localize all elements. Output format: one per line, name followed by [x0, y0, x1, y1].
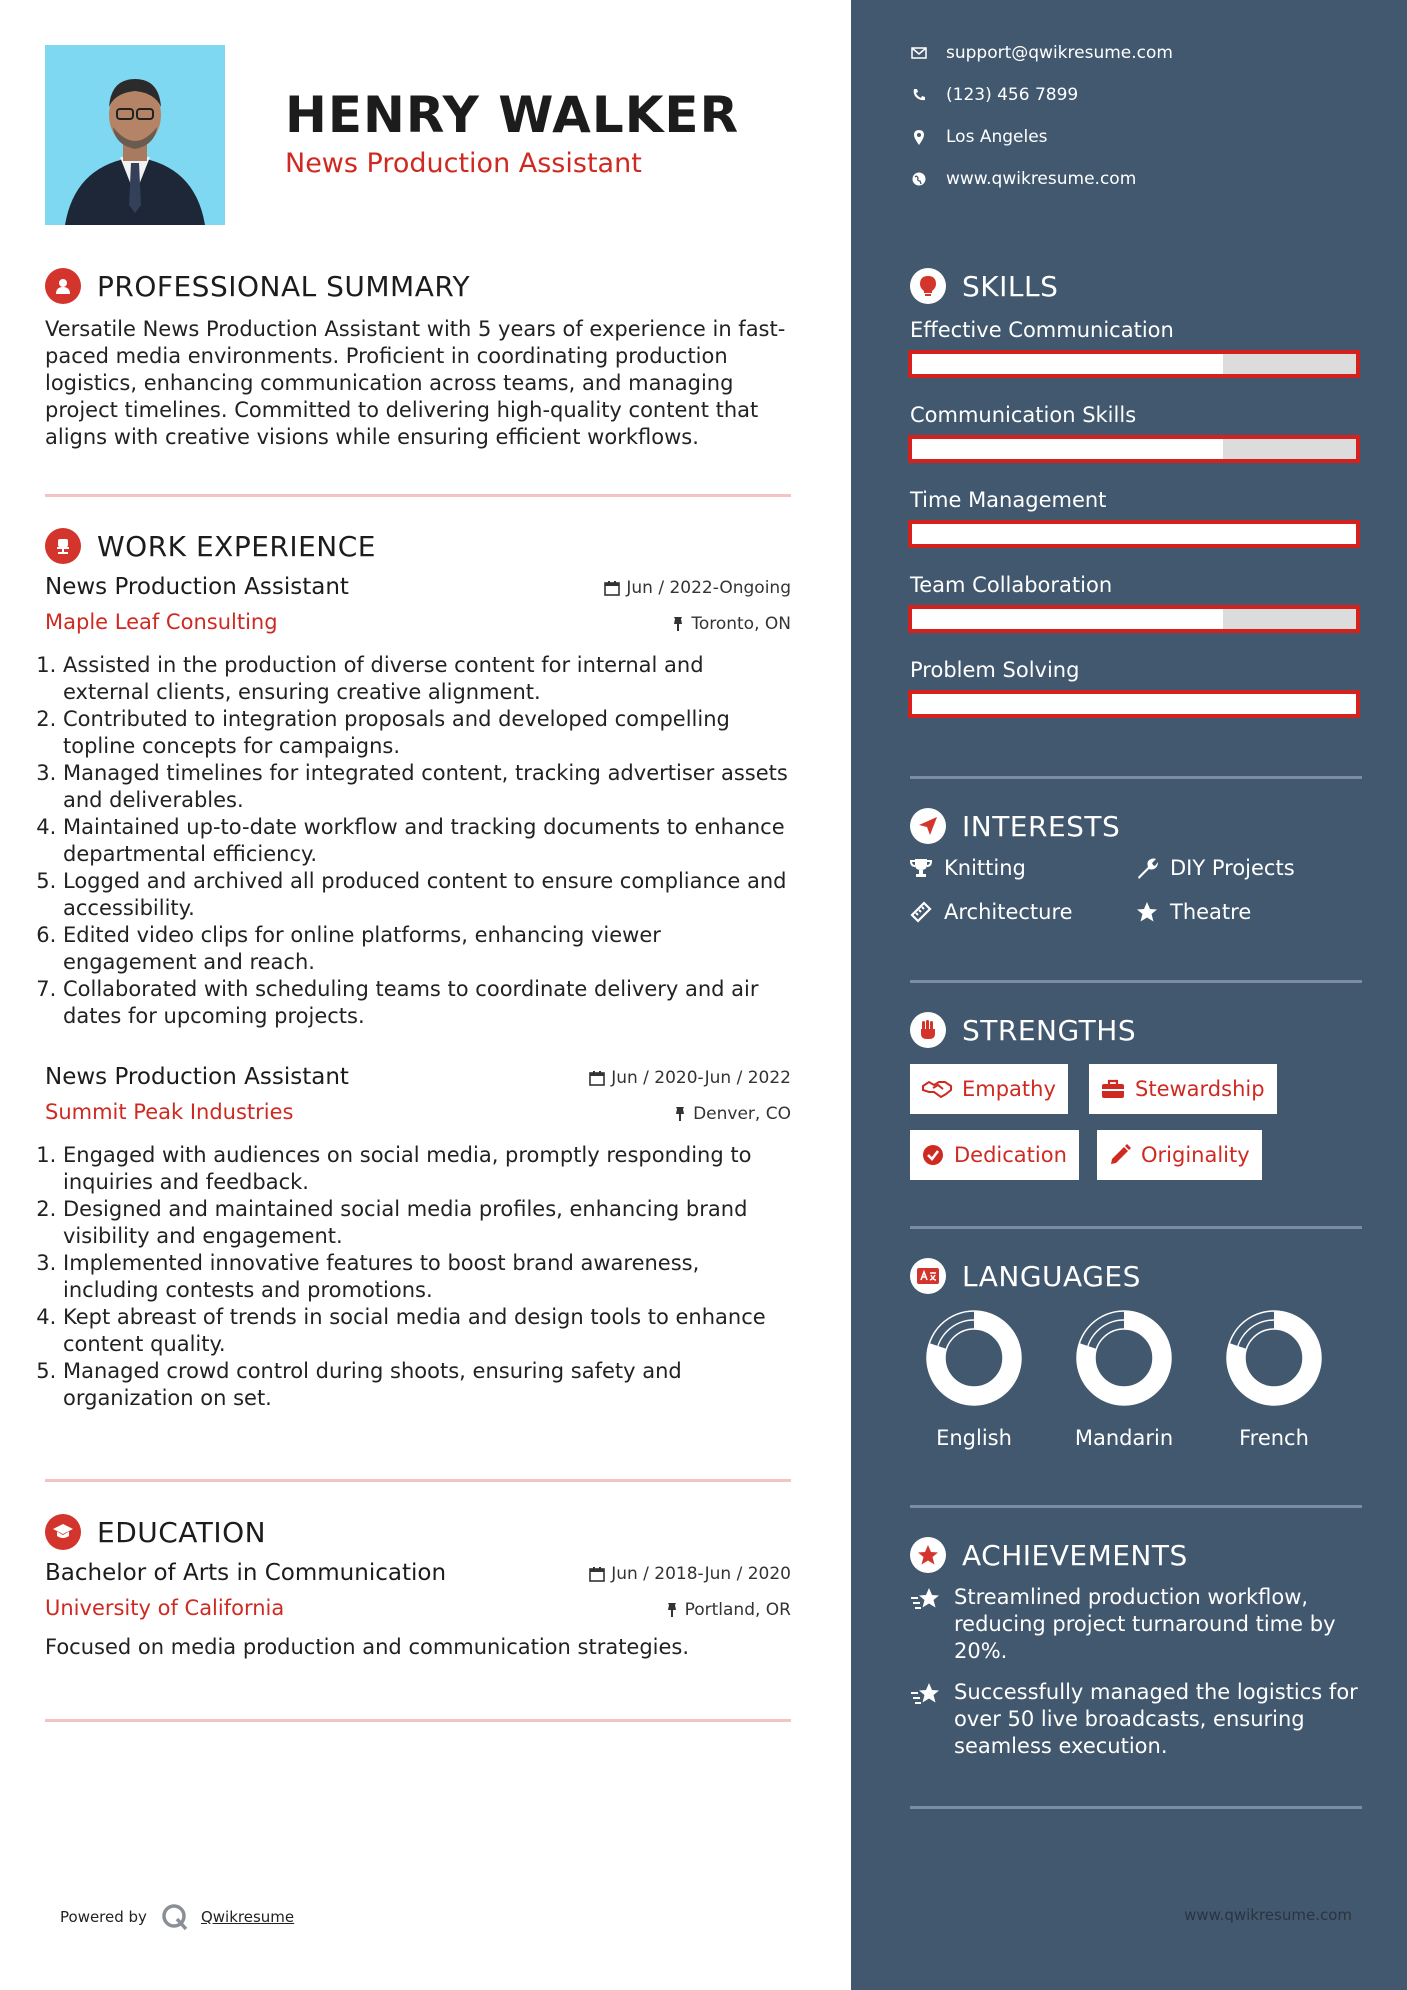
- education-dates: [589, 1564, 791, 1584]
- divider: [910, 1505, 1362, 1508]
- website-text: www.qwikresume.com: [946, 169, 1137, 189]
- shooting-star-icon: [910, 1681, 942, 1707]
- achievement-item: [910, 1679, 1362, 1760]
- job-dates-text: Jun / 2022-Ongoing: [626, 578, 791, 598]
- strength-badge: [910, 1064, 1068, 1114]
- skill-bar-fill: [912, 354, 1223, 374]
- skill-label: Team Collaboration: [910, 573, 1113, 597]
- language-icon: [910, 1258, 946, 1294]
- job-bullets: [45, 652, 791, 1030]
- achievement-text: Successfully managed the logistics for over 50 live broadcasts, ensuring seamless execution.: [954, 1680, 1358, 1758]
- pushpin-icon: [665, 1602, 679, 1618]
- education-location: [665, 1600, 791, 1620]
- qwikresume-logo-icon: [161, 1903, 189, 1931]
- donut-inner: [945, 1329, 1003, 1387]
- candidate-title: News Production Assistant: [285, 148, 642, 179]
- pencil-ruler-icon: [910, 901, 932, 923]
- education-dates-text: Jun / 2018-Jun / 2020: [611, 1564, 791, 1584]
- strengths-heading: [910, 1012, 1136, 1048]
- footer-powered-by: [60, 1903, 294, 1931]
- skill-bar: [908, 520, 1360, 548]
- interest-label: Knitting: [944, 856, 1026, 880]
- briefcase-icon: [1101, 1079, 1125, 1099]
- section-title: LANGUAGES: [962, 1259, 1141, 1293]
- job-role: News Production Assistant: [45, 1064, 349, 1090]
- user-icon: [45, 268, 81, 304]
- trophy-icon: [910, 858, 932, 878]
- skill-label: Effective Communication: [910, 318, 1174, 342]
- strength-label: Stewardship: [1135, 1077, 1265, 1101]
- divider: [910, 980, 1362, 983]
- job-location-text: Toronto, ON: [691, 614, 791, 634]
- skill-bar: [908, 350, 1360, 378]
- divider: [45, 1719, 791, 1722]
- degree: Bachelor of Arts in Communication: [45, 1560, 447, 1586]
- language-label: French: [1239, 1426, 1309, 1450]
- divider: [910, 776, 1362, 779]
- raised-fist-icon: [910, 1012, 946, 1048]
- section-title: EDUCATION: [97, 1515, 267, 1549]
- interest-label: DIY Projects: [1170, 856, 1295, 880]
- education-location-text: Portland, OR: [684, 1600, 791, 1620]
- interest-label: Theatre: [1170, 900, 1252, 924]
- languages-heading: [910, 1258, 1141, 1294]
- school: University of California: [45, 1596, 285, 1620]
- achievement-item: [910, 1584, 1362, 1665]
- list-item: 1. Engaged with audiences on social media, promptly responding to inquiries and feedback.: [63, 1142, 791, 1196]
- footer-website: www.qwikresume.com: [1184, 1906, 1352, 1924]
- language-donut: [1214, 1310, 1334, 1410]
- pencil-icon: [1109, 1144, 1131, 1166]
- strength-label: Originality: [1141, 1143, 1250, 1167]
- strength-label: Empathy: [962, 1077, 1056, 1101]
- donut-outline: [936, 1320, 1012, 1396]
- job-entry: [45, 574, 791, 1030]
- candidate-name: HENRY WALKER: [285, 86, 740, 144]
- job-location: [673, 1104, 791, 1124]
- list-item: 5. Managed crowd control during shoots, ensuring safety and organization on set.: [63, 1358, 791, 1412]
- job-company: Maple Leaf Consulting: [45, 610, 278, 634]
- divider: [910, 1806, 1362, 1809]
- achievements-heading: [910, 1537, 1188, 1573]
- strength-badge: [1097, 1130, 1262, 1180]
- donut-outline: [1236, 1320, 1312, 1396]
- skill-bar: [908, 605, 1360, 633]
- summary-heading: [45, 268, 470, 304]
- section-title: STRENGTHS: [962, 1013, 1137, 1047]
- calendar-icon: [589, 1566, 605, 1582]
- job-dates-text: Jun / 2020-Jun / 2022: [611, 1068, 791, 1088]
- wrench-icon: [1136, 857, 1158, 879]
- skill-label: Problem Solving: [910, 658, 1080, 682]
- language-label: Mandarin: [1074, 1426, 1174, 1450]
- globe-icon: [912, 172, 926, 186]
- list-item: 3. Managed timelines for integrated content, tracking advertiser assets and deliverables.: [63, 760, 791, 814]
- list-item: 2. Designed and maintained social media profiles, enhancing brand visibility and engagement.: [63, 1196, 791, 1250]
- phone-icon: [912, 88, 926, 102]
- interests-heading: [910, 808, 1120, 844]
- email-text: support@qwikresume.com: [946, 43, 1173, 63]
- phone-text: (123) 456 7899: [946, 85, 1079, 105]
- job-entry: [45, 1064, 791, 1412]
- list-item: 6. Edited video clips for online platforms, enhancing viewer engagement and reach.: [63, 922, 791, 976]
- job-role: News Production Assistant: [45, 574, 349, 600]
- list-item: 5. Logged and archived all produced content to ensure compliance and accessibility.: [63, 868, 791, 922]
- skill-bar: [908, 435, 1360, 463]
- location-text: Los Angeles: [946, 127, 1048, 147]
- envelope-icon: [911, 47, 927, 59]
- list-item: 2. Contributed to integration proposals and developed compelling topline concepts for campaigns.: [63, 706, 791, 760]
- education-entry: [45, 1560, 791, 1661]
- contact-phone: [910, 85, 1078, 105]
- handshake-icon: [922, 1080, 952, 1098]
- skill-bar-fill: [912, 609, 1223, 629]
- strength-badge: [1089, 1064, 1277, 1114]
- chair-icon: [45, 528, 81, 564]
- education-description: Focused on media production and communication strategies.: [45, 1635, 690, 1659]
- list-item: 3. Implemented innovative features to boost brand awareness, including contests and promotions.: [63, 1250, 791, 1304]
- profile-photo: [45, 45, 225, 225]
- list-item: 1. Assisted in the production of diverse content for internal and external clients, ensuring creative alignment.: [63, 652, 791, 706]
- map-marker-icon: [914, 130, 924, 145]
- check-circle-icon: [922, 1144, 944, 1166]
- section-title: PROFESSIONAL SUMMARY: [97, 269, 471, 303]
- calendar-icon: [604, 580, 620, 596]
- job-location: [671, 614, 791, 634]
- job-bullets: [45, 1142, 791, 1412]
- skill-label: Time Management: [910, 488, 1107, 512]
- divider: [45, 494, 791, 497]
- interest-label: Architecture: [944, 900, 1073, 924]
- interest-item: [1136, 856, 1295, 880]
- section-title: ACHIEVEMENTS: [962, 1538, 1188, 1572]
- job-dates: [589, 1068, 791, 1088]
- interest-item: [1136, 900, 1251, 924]
- language-donut: [1064, 1310, 1184, 1410]
- section-title: WORK EXPERIENCE: [97, 529, 376, 563]
- qwikresume-link[interactable]: Qwikresume: [200, 1908, 295, 1926]
- language-label: English: [936, 1426, 1012, 1450]
- paper-plane-icon: [910, 808, 946, 844]
- skill-label: Communication Skills: [910, 403, 1137, 427]
- section-title: SKILLS: [962, 269, 1059, 303]
- education-heading: [45, 1514, 266, 1550]
- graduation-cap-icon: [45, 1514, 81, 1550]
- skills-heading: [910, 268, 1058, 304]
- section-title: INTERESTS: [962, 809, 1121, 843]
- strength-badge: [910, 1130, 1079, 1180]
- donut-inner: [1095, 1329, 1153, 1387]
- contact-email: [910, 43, 1173, 63]
- contact-location: [910, 127, 1048, 147]
- medal-star-icon: [910, 1537, 946, 1573]
- donut-inner: [1245, 1329, 1303, 1387]
- skill-bar-fill: [912, 694, 1356, 714]
- interest-item: [910, 856, 1026, 880]
- divider: [910, 1226, 1362, 1229]
- powered-by-text: Powered by: [60, 1908, 147, 1926]
- pushpin-icon: [673, 1106, 687, 1122]
- summary-text: Versatile News Production Assistant with 5 years of experience in fast-paced media environments. Proficient in coordinating production logistics, enhancing communication across teams, and managing project timelines. Committed to delivering high-quality content that aligns with creative visions while ensuring efficient workflows.: [45, 317, 786, 449]
- lightbulb-icon: [910, 268, 946, 304]
- calendar-icon: [589, 1070, 605, 1086]
- skill-bar-fill: [912, 524, 1356, 544]
- job-dates: [604, 578, 791, 598]
- contact-website: [910, 169, 1136, 189]
- achievement-text: Streamlined production workflow, reducing project turnaround time by 20%.: [954, 1585, 1336, 1663]
- language-donut: [914, 1310, 1034, 1410]
- list-item: 4. Maintained up-to-date workflow and tracking documents to enhance departmental efficiency.: [63, 814, 791, 868]
- interest-item: [910, 900, 1073, 924]
- list-item: 7. Collaborated with scheduling teams to coordinate delivery and air dates for upcoming projects.: [63, 976, 791, 1030]
- shooting-star-icon: [910, 1586, 942, 1612]
- experience-heading: [45, 528, 376, 564]
- job-location-text: Denver, CO: [693, 1104, 791, 1124]
- skill-bar-fill: [912, 439, 1223, 459]
- divider: [45, 1479, 791, 1482]
- job-company: Summit Peak Industries: [45, 1100, 294, 1124]
- strength-label: Dedication: [954, 1143, 1067, 1167]
- pushpin-icon: [671, 616, 685, 632]
- donut-outline: [1086, 1320, 1162, 1396]
- skill-bar: [908, 690, 1360, 718]
- list-item: 4. Kept abreast of trends in social media and design tools to enhance content quality.: [63, 1304, 791, 1358]
- star-icon: [1136, 901, 1158, 923]
